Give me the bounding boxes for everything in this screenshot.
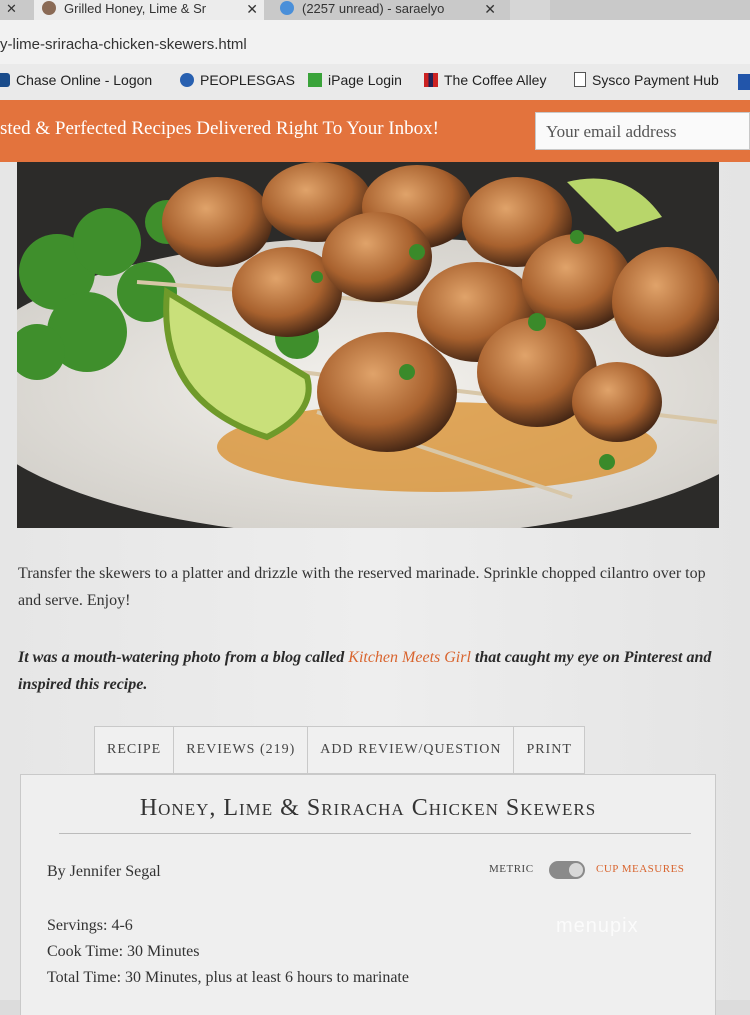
tab-reviews[interactable]: REVIEWS (219) bbox=[174, 727, 308, 773]
instruction-paragraph: Transfer the skewers to a platter and drizzle with the reserved marinade. Sprinkle chopped cilantro over top and serve. Enjoy! bbox=[18, 565, 706, 609]
email-input[interactable]: Your email address bbox=[535, 112, 750, 150]
bookmark-label: PEOPLESGAS bbox=[200, 72, 295, 88]
servings: Servings: 4-6 bbox=[47, 917, 133, 934]
kitchen-meets-girl-link[interactable]: Kitchen Meets Girl bbox=[348, 649, 471, 666]
inspiration-text: that caught my eye on Pinterest and inspired this recipe. bbox=[18, 649, 712, 693]
inspiration-text: It was a mouth-watering photo from a blog called bbox=[18, 649, 349, 666]
bookmark-label: iPage Login bbox=[328, 72, 402, 88]
recipe-title: Honey, Lime & Sriracha Chicken Skewers bbox=[139, 795, 597, 821]
new-tab-button[interactable] bbox=[510, 0, 550, 20]
title-divider bbox=[59, 833, 691, 834]
toggle-knob bbox=[569, 863, 583, 877]
bookmark-label: Chase Online - Logon bbox=[16, 72, 153, 88]
tab-print[interactable]: PRINT bbox=[526, 742, 572, 757]
url-text[interactable]: y-lime-sriracha-chicken-skewers.html bbox=[0, 36, 247, 53]
tab-recipe[interactable] bbox=[34, 0, 264, 20]
close-icon[interactable]: ✕ bbox=[484, 1, 496, 17]
coffee-alley-icon bbox=[424, 73, 438, 87]
tab-close-button[interactable]: ✕ bbox=[6, 1, 17, 16]
document-icon bbox=[574, 72, 586, 87]
inspiration-paragraph bbox=[18, 644, 718, 698]
tab-title: Grilled Honey, Lime & Sr bbox=[64, 1, 207, 16]
recipe-tabs bbox=[94, 726, 585, 774]
bookmark-ipage[interactable] bbox=[308, 72, 402, 88]
tab-recipe[interactable]: RECIPE bbox=[95, 727, 174, 773]
hero-image bbox=[17, 162, 719, 528]
ipage-icon bbox=[308, 73, 322, 87]
bookmark-sysco[interactable] bbox=[574, 72, 719, 88]
overflow-bookmark-icon[interactable] bbox=[738, 74, 750, 90]
bookmark-label: Sysco Payment Hub bbox=[592, 72, 719, 88]
address-bar[interactable] bbox=[0, 20, 750, 64]
recipe-favicon-icon bbox=[42, 1, 56, 15]
recipe-author: By Jennifer Segal bbox=[47, 863, 161, 880]
tab-add-review[interactable]: ADD REVIEW/QUESTION bbox=[308, 727, 514, 773]
recipe-card bbox=[20, 774, 716, 1015]
close-icon[interactable]: ✕ bbox=[246, 1, 258, 17]
newsletter-banner bbox=[0, 100, 750, 162]
total-time: Total Time: 30 Minutes, plus at least 6 hours to marinate bbox=[47, 969, 409, 986]
bookmark-peoplesgas[interactable] bbox=[180, 72, 295, 88]
browser-tab-bar bbox=[0, 0, 750, 20]
bookmark-chase[interactable] bbox=[0, 72, 152, 88]
bookmark-coffee-alley[interactable] bbox=[424, 72, 546, 88]
watermark: menupix bbox=[556, 915, 639, 937]
bookmark-label: The Coffee Alley bbox=[444, 72, 547, 88]
bookmarks-bar bbox=[0, 64, 750, 101]
peoplesgas-icon bbox=[180, 73, 194, 87]
cup-measures-label[interactable]: CUP MEASURES bbox=[596, 863, 685, 875]
units-toggle[interactable] bbox=[549, 861, 585, 879]
newsletter-text: sted & Perfected Recipes Delivered Right To Your Inbox! bbox=[0, 118, 439, 139]
mail-favicon-icon bbox=[280, 1, 294, 15]
tab-mail[interactable] bbox=[272, 0, 502, 20]
cook-time: Cook Time: 30 Minutes bbox=[47, 943, 200, 960]
page-content bbox=[0, 162, 750, 1000]
tab-title: (2257 unread) - saraelyo bbox=[302, 1, 445, 16]
chase-icon bbox=[0, 73, 10, 87]
metric-label[interactable]: METRIC bbox=[489, 863, 534, 875]
chicken-skewers-photo bbox=[17, 162, 719, 528]
